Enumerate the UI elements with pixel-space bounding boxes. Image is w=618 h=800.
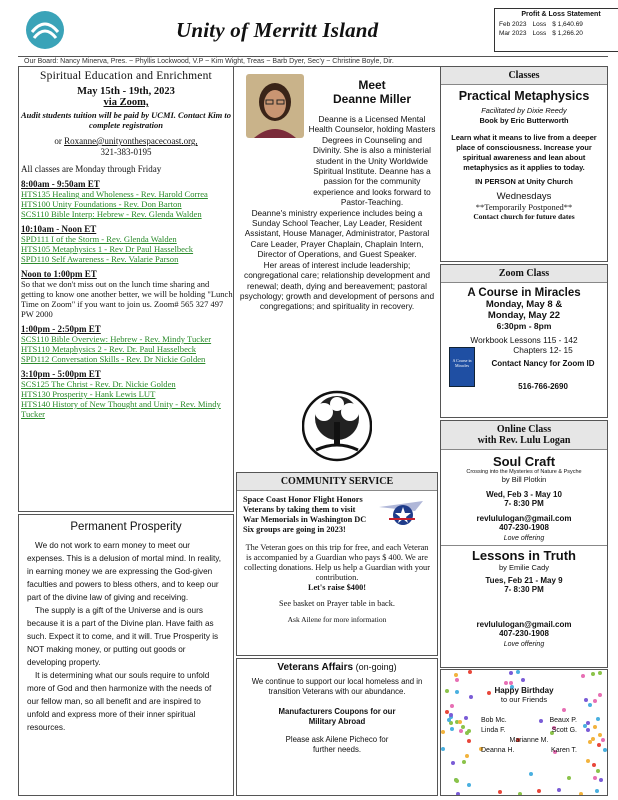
pl-month: Mar 2023	[499, 30, 527, 37]
veterans-title	[237, 659, 437, 675]
veterans-title-suffix: (on-going)	[353, 662, 397, 672]
birthday-line2: to our Friends	[500, 695, 548, 704]
confetti-dot	[451, 761, 455, 765]
birthday-name: Linda F.	[481, 727, 506, 734]
future-dates-text: Contact church for future dates	[473, 212, 575, 221]
truth-contact	[440, 620, 608, 648]
soul-craft-dates: Wed, Feb 3 - May 10	[486, 490, 562, 499]
prosperity-paragraph: We do not work to earn money to meet our expenses. This is a delusion of mortal mind. In reality, in earning money we are expressing the God-given faculties and powers to bless others, and to keep our part of the divine law of giving and receiving.	[27, 541, 222, 602]
confetti-dot	[498, 790, 502, 794]
online-header	[441, 421, 607, 450]
veterans-support-text: We continue to support our local homeless and in transition Veterans with our abundance.	[251, 677, 423, 696]
birthday-name: Scott G.	[551, 727, 577, 734]
postponed-text: **Temporarily Postponed**	[475, 202, 573, 212]
practical-metaphysics-title: Practical Metaphysics	[458, 89, 590, 103]
confetti-dot	[467, 783, 471, 787]
name-row	[481, 716, 577, 726]
course-link[interactable]: SPD111 I of the Storm - Rev. Glenda Walden	[21, 234, 177, 244]
confetti-dot	[595, 789, 599, 793]
confetti-dot	[516, 670, 520, 674]
spiritual-education-section	[18, 66, 234, 512]
confetti-dot	[455, 678, 459, 682]
soul-craft-author: by Bill Plotkin	[501, 475, 547, 484]
birthday-name: Bob Mc.	[481, 717, 507, 724]
class-day: Wednesdays	[496, 191, 552, 202]
course-link[interactable]: SPD112 Conversation Skills - Rev. Dr Nickie Golden	[21, 354, 206, 364]
course-link[interactable]: SCS125 The Christ - Rev. Dr. Nickie Golden	[21, 379, 176, 389]
classes-section	[440, 66, 608, 262]
confetti-dot	[598, 733, 602, 737]
honor-flight-text: Space Coast Honor Flight Honors Veterans by taking them to visit War Memorials in Washington DC	[243, 495, 367, 524]
birthday-greeting	[441, 686, 607, 704]
profit-loss-box	[494, 8, 618, 52]
course-link[interactable]: HTS140 History of New Thought and Unity - Rev. Mindy Tucker	[21, 399, 221, 419]
confetti-dot	[462, 760, 466, 764]
meet-section	[236, 66, 438, 380]
veterans-title-main: Veterans Affairs	[277, 662, 354, 673]
zoom-date: Monday, May 22	[487, 310, 561, 321]
birthday-name: Karen T.	[551, 747, 577, 754]
facilitator: Facilitated by Dixie Reedy	[481, 106, 567, 115]
prosperity-paragraph: The supply is a gift of the Universe and is ours because it is a part of the Divine plan. Have faith as such. Expect it to come, and it will. True Prosperity is NOT making money, or putting out goods or developing property.	[27, 606, 219, 667]
contact-phone: 321-383-0195	[100, 147, 152, 157]
bio-paragraph: Deanne is a Licensed Mental Health Counselor, holding Masters Degrees in Counseling and Divinity. She is also a ministerial student in the Unity Worldwide Spiritual Institute. Deanne has a passion for the community experience and looks forward to Pastor-Teaching.	[308, 114, 436, 208]
slot-time: 3:10pm - 5:00pm ET	[21, 369, 101, 379]
zoom-header: Zoom Class	[441, 265, 607, 283]
course-link[interactable]: HTS135 Healing and Wholeness - Rev. Harold Correa	[21, 189, 208, 199]
zoom-date: Monday, May 8 &	[485, 299, 563, 310]
in-person-text: IN PERSON at Unity Church	[475, 177, 573, 186]
course-link[interactable]: HTS110 Metaphysics 2 - Rev. Dr. Paul Hasselbeck	[21, 344, 197, 354]
confetti-dot	[468, 670, 472, 674]
classes-header: Classes	[441, 67, 607, 85]
soul-craft-time: 7- 8:30 PM	[504, 499, 544, 508]
prosperity-paragraph: It is determining what our souls require to unfold more of God and then harmonize with the needs of our fellow man, so all benefit and are inspired to unfold and express more of their inner spiritual resources.	[27, 671, 212, 732]
confetti-dot	[592, 763, 596, 767]
raise-text: Let's raise $400!	[307, 583, 367, 592]
newsletter-title: Unity of Merritt Island	[176, 18, 379, 42]
confetti-dot	[581, 674, 585, 678]
course-link[interactable]: SPD110 Self Awareness - Rev. Valarie Parson	[21, 254, 179, 264]
via-zoom: via Zoom,	[103, 97, 149, 108]
audit-note: Audit students tuition will be paid by UCMI. Contact Kim to complete registration	[21, 110, 231, 130]
acim-book-icon	[449, 347, 475, 387]
prosperity-title: Permanent Prosperity	[70, 521, 182, 533]
basket-text: See basket on Prayer table in back.	[279, 599, 395, 608]
workbook-lessons: Workbook Lessons 115 - 142	[470, 335, 578, 345]
pl-amount: $ 1,266.20	[552, 30, 583, 37]
contact-phone: 407-230-1908	[499, 629, 549, 638]
zoom-contact: Contact Nancy for Zoom ID	[491, 359, 595, 368]
honor-flight-logo-icon	[375, 493, 427, 529]
confetti-dot	[586, 721, 590, 725]
confetti-dot	[588, 740, 592, 744]
confetti-dot	[441, 747, 445, 751]
confetti-dot	[454, 673, 458, 677]
pl-row	[499, 29, 618, 38]
confetti-dot	[537, 789, 541, 793]
zoom-class-section	[440, 264, 608, 418]
confetti-dot	[509, 671, 513, 675]
name-row	[481, 746, 577, 756]
profit-loss-title: Profit & Loss Statement	[521, 11, 601, 18]
course-link[interactable]: HTS100 Unity Foundations - Rev. Don Barton	[21, 199, 182, 209]
confetti-dot	[450, 704, 454, 708]
confetti-dot	[598, 671, 602, 675]
truth-author: by Emilie Cady	[498, 563, 550, 572]
veterans-ask-text: Please ask Ailene Picheco for further needs.	[285, 735, 389, 754]
tree-of-life-icon	[302, 388, 372, 464]
confetti-dot	[599, 778, 603, 782]
confetti-dot	[586, 728, 590, 732]
birthday-name: Deanna H.	[481, 747, 515, 754]
coupons-text: Manufacturers Coupons for our Military Abroad	[278, 707, 396, 726]
pl-label: Loss	[532, 21, 547, 28]
slot-time: 10:10am - Noon ET	[21, 224, 97, 234]
zoom-time: 6:30pm - 8pm	[496, 321, 552, 331]
soul-craft-subtitle: Crossing into the Mysteries of Nature & Psyche	[466, 469, 582, 475]
confetti-dot	[567, 776, 571, 780]
confetti-dot	[465, 754, 469, 758]
pl-amount: $ 1,640.69	[552, 21, 583, 28]
pl-row	[499, 20, 618, 29]
book-author: Book by Eric Butterworth	[479, 116, 569, 125]
schedule-note: All classes are Monday through Friday	[21, 164, 162, 174]
course-link[interactable]: SCS110 Bible Overview: Hebrew - Rev. Mindy Tucker	[21, 334, 212, 344]
pl-month: Feb 2023	[499, 21, 527, 28]
confetti-dot	[461, 725, 465, 729]
board-members: Our Board: Nancy Minerva, Pres. ~ Phyllis Lockwood, V.P ~ Kim Wight, Treas ~ Barb Dyer, Sec'y ~ Christine Boyle, Dir.	[18, 56, 608, 67]
confetti-dot	[441, 730, 445, 734]
confetti-dot	[601, 738, 605, 742]
confetti-dot	[509, 681, 513, 685]
community-header: COMMUNITY SERVICE	[237, 473, 437, 491]
contact-email-link[interactable]: Roxanne@unityonthespacecoast.org,	[64, 136, 198, 146]
confetti-dot	[456, 792, 460, 796]
confetti-dot	[464, 716, 468, 720]
birthday-names	[481, 716, 577, 756]
unity-logo-icon	[24, 10, 66, 50]
truth-dates: Tues, Feb 21 - May 9	[485, 576, 563, 585]
love-offering: Love offering	[503, 535, 545, 542]
soul-craft-title: Soul Craft	[492, 454, 556, 469]
confetti-dot	[504, 681, 508, 685]
slot-time: 8:00am - 9:50am ET	[21, 179, 100, 189]
prosperity-section	[18, 514, 234, 796]
confetti-dot	[579, 792, 583, 796]
confetti-dot	[597, 743, 601, 747]
slot-time: 1:00pm - 2:50pm ET	[21, 324, 101, 334]
confetti-dot	[591, 672, 595, 676]
confetti-dot	[521, 678, 525, 682]
confetti-dot	[455, 779, 459, 783]
course-link[interactable]: SCS110 Bible Interp: Hebrew - Rev. Glenda Walden	[21, 209, 202, 219]
lunch-note: So that we don't miss out on the lunch time sharing and getting to know one another better, we will be holding "Lunch Time on Zoom" if you want to join us. Zoom# 565 327 497 PW 2000	[21, 279, 233, 319]
confetti-dot	[458, 720, 462, 724]
community-service-section	[236, 472, 438, 656]
birthday-name: Beaux P.	[549, 717, 577, 724]
love-offering: Love offering	[503, 641, 545, 648]
confetti-dot	[459, 729, 463, 733]
chapters-text: Chapters 12- 15	[513, 345, 573, 355]
bio-paragraph: Deanne's ministry experience includes being a Sunday School Teacher, Lay Leader, Resident Assistant, House Manager, Administrator, Pastoral Care Leader, Prayer Chaplain, Chaplain Intern, Director of Operations, and Guest Speaker.	[244, 207, 430, 260]
confetti-dot	[596, 717, 600, 721]
birthday-line1: Happy Birthday	[494, 686, 554, 695]
birthday-section	[440, 669, 608, 796]
class-description: Learn what it means to live from a deeper place of consciousness. Increase your spiritual awareness and lean about metaphysics as it applies to today.	[451, 133, 597, 172]
confetti-dot	[529, 772, 533, 776]
event-dates: May 15th - 19th, 2023	[77, 86, 175, 97]
name-row	[481, 736, 577, 746]
donation-text: The Veteran goes on this trip for free, and each Veteran is accompanied by a Guardian who pays $ 400. We are collecting donations. Help us help a Guardian with your contribution.	[244, 543, 430, 582]
name-row	[481, 726, 577, 736]
slot-time: Noon to 1:00pm ET	[21, 269, 97, 279]
confetti-dot	[596, 769, 600, 773]
contact-email[interactable]: revlululogan@gmail.com	[476, 620, 572, 629]
confetti-dot	[518, 792, 522, 796]
contact-prefix: or	[54, 136, 65, 146]
confetti-dot	[586, 759, 590, 763]
meet-label: Meet	[358, 78, 386, 92]
section-title: Spiritual Education and Enrichment	[40, 70, 212, 82]
pl-label: Loss	[532, 30, 547, 37]
confetti-dot	[445, 710, 449, 714]
lessons-in-truth-title: Lessons in Truth	[471, 548, 576, 563]
confetti-dot	[447, 718, 451, 722]
confetti-dot	[557, 788, 561, 792]
veterans-affairs-section	[236, 658, 438, 796]
confetti-dot	[467, 739, 471, 743]
ask-text: Ask Ailene for more information	[287, 615, 387, 624]
contact-phone: 407-230-1908	[499, 523, 549, 532]
confetti-dot	[603, 748, 607, 752]
meet-name: Deanne Miller	[332, 92, 412, 106]
zoom-phone: 516-766-2690	[518, 382, 568, 391]
six-groups-text: Six groups are going in 2023!	[243, 525, 346, 534]
contact-info	[19, 136, 233, 158]
confetti-dot	[450, 727, 454, 731]
contact-email[interactable]: revlululogan@gmail.com	[476, 514, 572, 523]
confetti-dot	[593, 725, 597, 729]
confetti-dot	[467, 729, 471, 733]
page-header	[18, 8, 608, 54]
bio-paragraph: Her areas of interest include leadership; congregational care; relationship development and renewal; death, dying and bereavement; pastoral psychology; growth and development of persons and congregations; and spirituality in recovery.	[239, 259, 435, 312]
confetti-dot	[583, 724, 587, 728]
course-link[interactable]: HTS105 Metaphysics 1 - Rev Dr Paul Hasselbeck	[21, 244, 194, 254]
confetti-dot	[562, 708, 566, 712]
acim-book-label: A Course in Miracles	[452, 358, 472, 368]
course-title: A Course in Miracles	[467, 287, 581, 299]
online-header-line2: with Rev. Lulu Logan	[477, 435, 571, 446]
confetti-dot	[593, 776, 597, 780]
online-header-line1: Online Class	[496, 424, 552, 435]
course-link[interactable]: HTS130 Prosperity - Hank Lewis LUT	[21, 389, 156, 399]
truth-time: 7- 8:30 PM	[504, 585, 544, 594]
birthday-name: Marianne M.	[509, 737, 549, 744]
